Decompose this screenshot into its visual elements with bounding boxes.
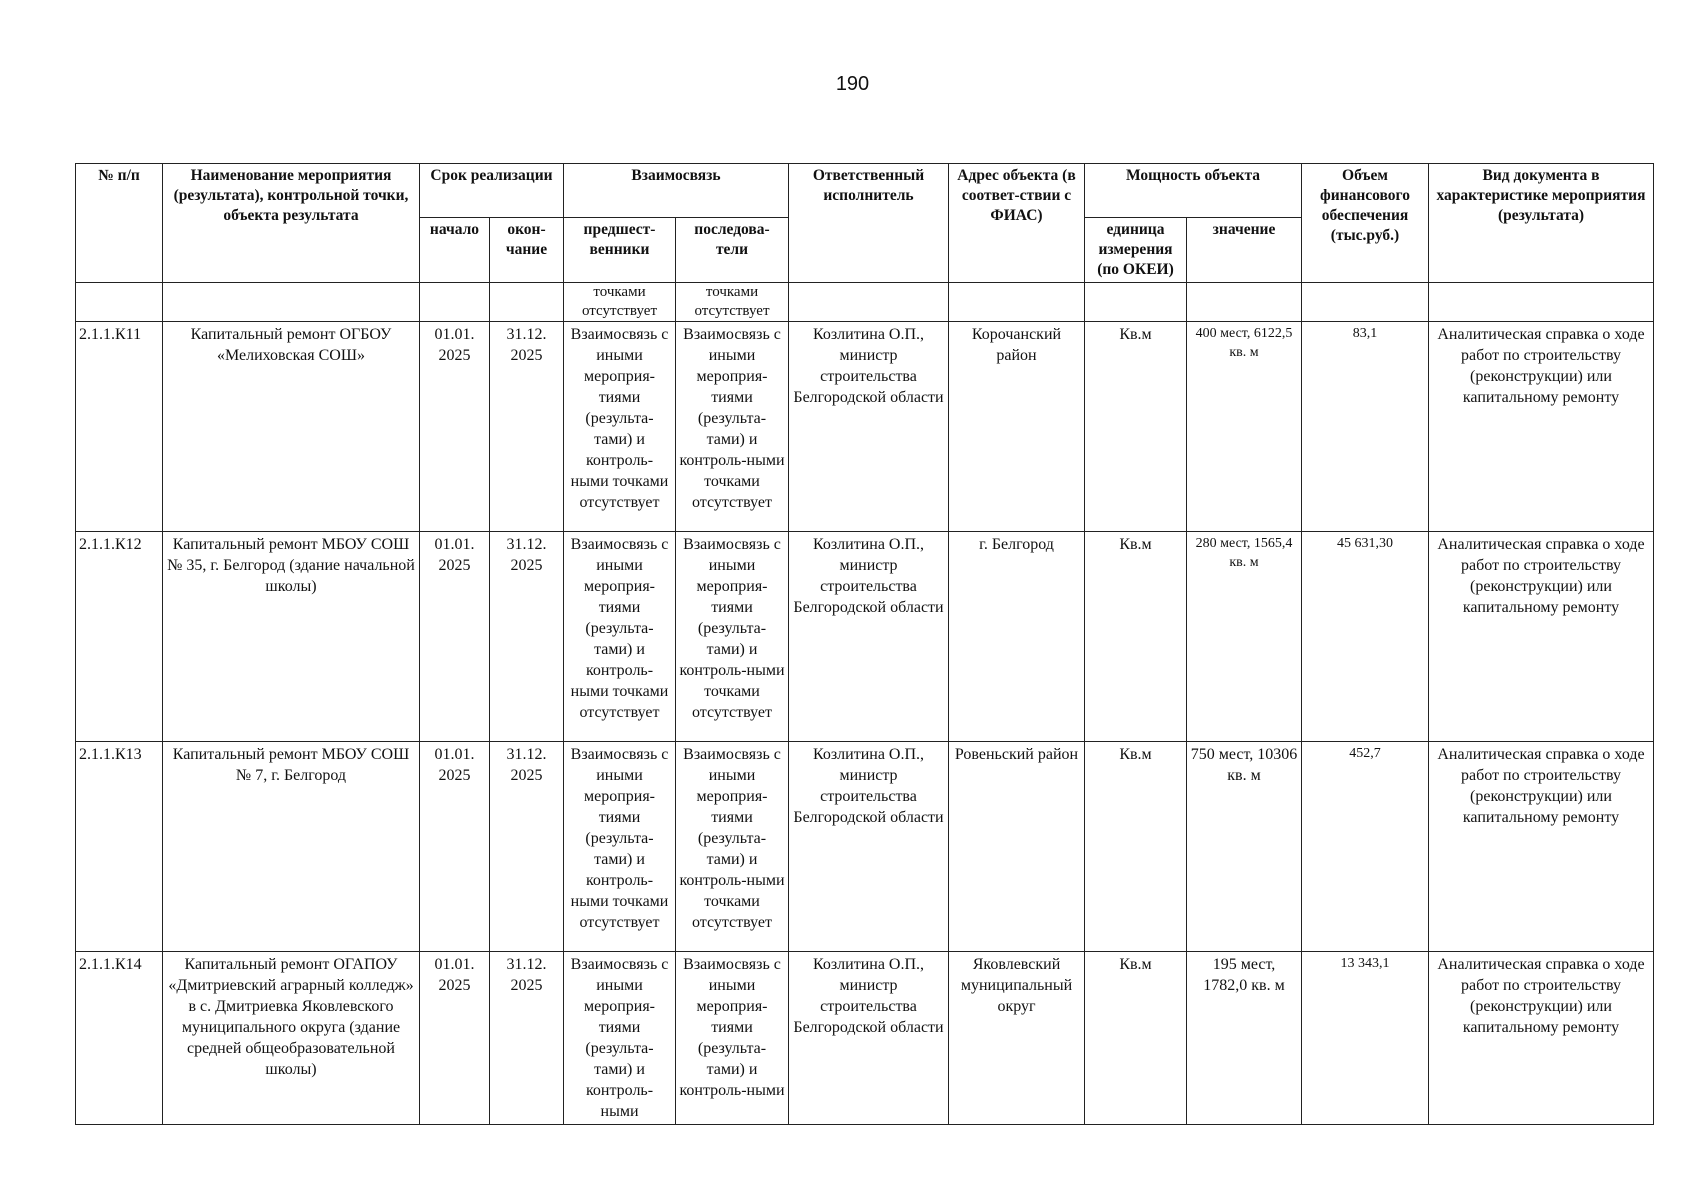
header-term: Срок реализации [420, 164, 564, 218]
header-capacity-unit: единица измерения (по ОКЕИ) [1085, 218, 1187, 283]
header-term-start: начало [420, 218, 490, 283]
cell-executor: Козлитина О.П., министр строительства Белгородской области [789, 742, 949, 952]
cell-start: 01.01. 2025 [420, 532, 490, 742]
cell-num: 2.1.1.К11 [76, 322, 163, 532]
header-relation: Взаимосвязь [564, 164, 789, 218]
cell-address: Ровеньский район [949, 742, 1085, 952]
cell-finance: 83,1 [1302, 322, 1429, 532]
header-address: Адрес объекта (в соответ-ствии с ФИАС) [949, 164, 1085, 283]
cell-value: 280 мест, 1565,4 кв. м [1187, 532, 1302, 742]
table-row [76, 742, 1654, 952]
header-num: № п/п [76, 164, 163, 283]
cell-doc: Аналитическая справка о ходе работ по строительству (реконструкции) или капитальному ремонту [1429, 952, 1654, 1125]
cell-finance: 45 631,30 [1302, 532, 1429, 742]
cell-num: 2.1.1.К14 [76, 952, 163, 1125]
cell-start: 01.01. 2025 [420, 322, 490, 532]
cell-unit: Кв.м [1085, 322, 1187, 532]
table-row [76, 952, 1654, 1125]
header-doc-type: Вид документа в характеристике мероприятия (результата) [1429, 164, 1654, 283]
cell-prev: Взаимосвязь с иными мероприя-тиями (результа-тами) и контроль-ными точками отсутствует [564, 322, 676, 532]
cell-value: 750 мест, 10306 кв. м [1187, 742, 1302, 952]
cell-start: 01.01. 2025 [420, 742, 490, 952]
cell-end: 31.12. 2025 [490, 322, 564, 532]
cell-unit: Кв.м [1085, 742, 1187, 952]
cell-executor: Козлитина О.П., министр строительства Белгородской области [789, 952, 949, 1125]
cell-next: точками отсутствует [676, 283, 789, 322]
cell-doc: Аналитическая справка о ходе работ по строительству (реконструкции) или капитальному ремонту [1429, 322, 1654, 532]
cell-executor: Козлитина О.П., министр строительства Белгородской области [789, 322, 949, 532]
cell-finance: 452,7 [1302, 742, 1429, 952]
cell-name: Капитальный ремонт ОГБОУ «Мелиховская СОШ» [163, 322, 420, 532]
cell-unit: Кв.м [1085, 532, 1187, 742]
cell-value: 195 мест, 1782,0 кв. м [1187, 952, 1302, 1125]
cell-name: Капитальный ремонт МБОУ СОШ № 7, г. Белгород [163, 742, 420, 952]
cell-prev: Взаимосвязь с иными мероприя-тиями (результа-тами) и контроль-ными точками отсутствует [564, 532, 676, 742]
cell-name: Капитальный ремонт ОГАПОУ «Дмитриевский аграрный колледж» в с. Дмитриевка Яковлевского муниципального округа (здание средней общеобразовательной школы) [163, 952, 420, 1125]
header-executor: Ответственный исполнитель [789, 164, 949, 283]
cell-address: Корочанский район [949, 322, 1085, 532]
cell-finance: 13 343,1 [1302, 952, 1429, 1125]
header-relation-prev: предшест-венники [564, 218, 676, 283]
cell-end: 31.12. 2025 [490, 952, 564, 1125]
cell-next: Взаимосвязь с иными мероприя-тиями (результа-тами) и контроль-ными точками отсутствует [676, 322, 789, 532]
cell-doc: Аналитическая справка о ходе работ по строительству (реконструкции) или капитальному ремонту [1429, 742, 1654, 952]
cell-end: 31.12. 2025 [490, 742, 564, 952]
header-finance: Объем финансового обеспечения (тыс.руб.) [1302, 164, 1429, 283]
cell-value: 400 мест, 6122,5 кв. м [1187, 322, 1302, 532]
cell-end: 31.12. 2025 [490, 532, 564, 742]
header-name: Наименование мероприятия (результата), контрольной точки, объекта результата [163, 164, 420, 283]
cell-doc: Аналитическая справка о ходе работ по строительству (реконструкции) или капитальному ремонту [1429, 532, 1654, 742]
page-number: 190 [835, 73, 870, 95]
cell-address: Яковлевский муниципальный округ [949, 952, 1085, 1125]
table-row [76, 532, 1654, 742]
header-term-end: окон-чание [490, 218, 564, 283]
cell-name: Капитальный ремонт МБОУ СОШ № 35, г. Белгород (здание начальной школы) [163, 532, 420, 742]
cell-unit: Кв.м [1085, 952, 1187, 1125]
cell-next: Взаимосвязь с иными мероприя-тиями (результа-тами) и контроль-ными точками отсутствует [676, 532, 789, 742]
cell-executor: Козлитина О.П., министр строительства Белгородской области [789, 532, 949, 742]
cell-prev: Взаимосвязь с иными мероприя-тиями (результа-тами) и контроль-ными [564, 952, 676, 1125]
table-row [76, 322, 1654, 532]
cell-num: 2.1.1.К13 [76, 742, 163, 952]
header-relation-next: последова-тели [676, 218, 789, 283]
cell-start: 01.01. 2025 [420, 952, 490, 1125]
table-row-continuation [76, 283, 1654, 322]
cell-next: Взаимосвязь с иными мероприя-тиями (результа-тами) и контроль-ными точками отсутствует [676, 742, 789, 952]
cell-next: Взаимосвязь с иными мероприя-тиями (результа-тами) и контроль-ными [676, 952, 789, 1125]
header-capacity: Мощность объекта [1085, 164, 1302, 218]
cell-prev: Взаимосвязь с иными мероприя-тиями (результа-тами) и контроль-ными точками отсутствует [564, 742, 676, 952]
document-table [75, 163, 1654, 1125]
header-capacity-value: значение [1187, 218, 1302, 283]
cell-address: г. Белгород [949, 532, 1085, 742]
cell-num: 2.1.1.К12 [76, 532, 163, 742]
cell-prev: точками отсутствует [564, 283, 676, 322]
